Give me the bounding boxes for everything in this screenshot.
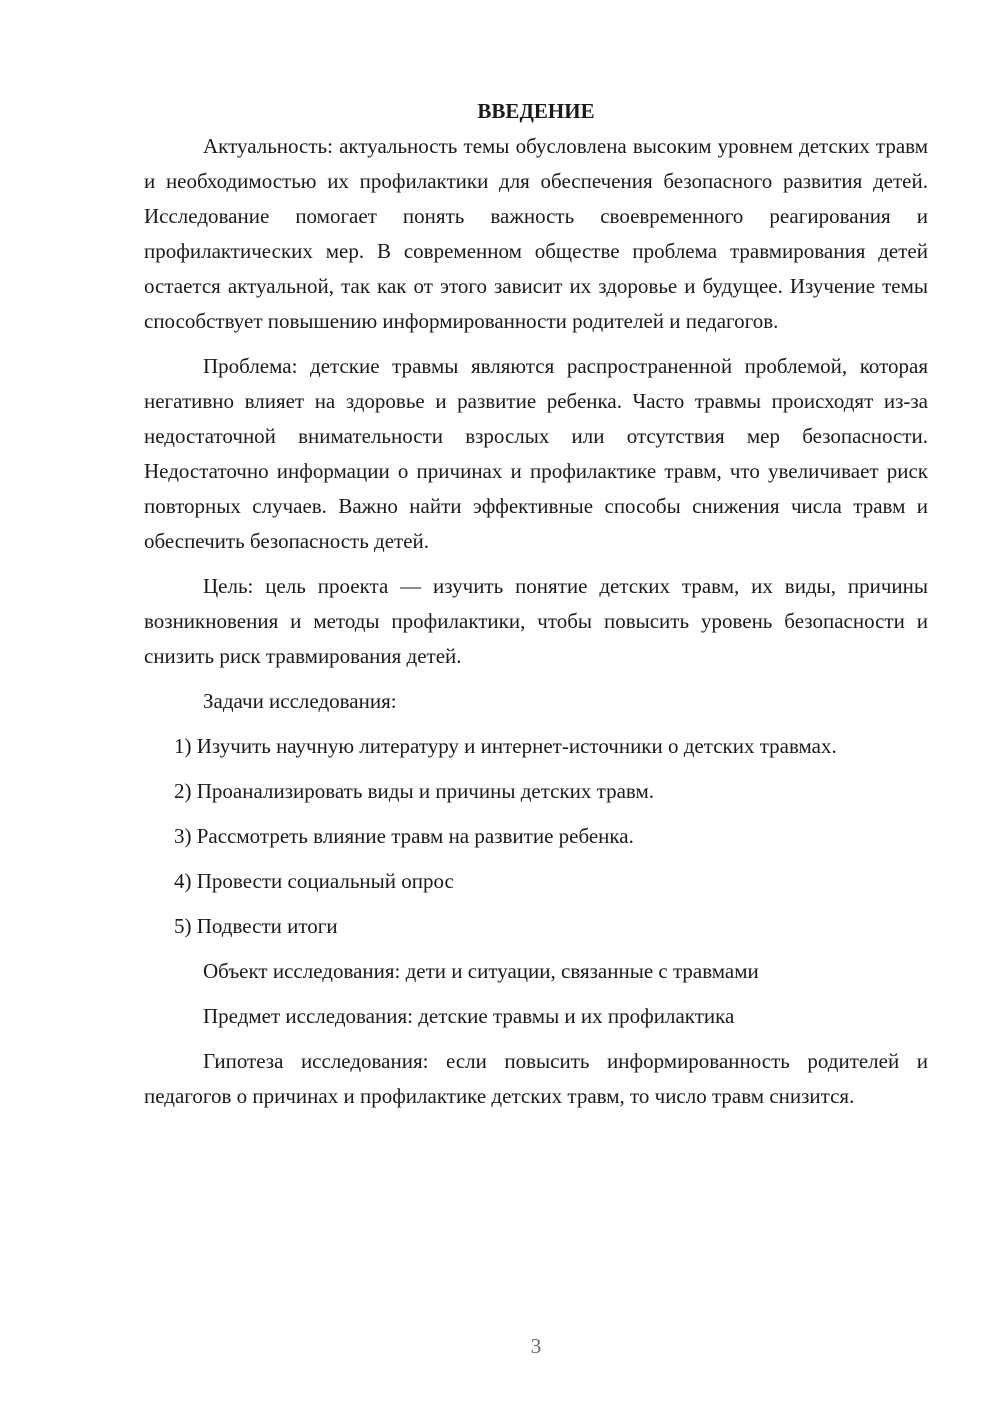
hypothesis-paragraph: Гипотеза исследования: если повысить информированность родителей и педагогов о причинах и профилактике детских травм, то число травм снизится. bbox=[144, 1049, 928, 1108]
research-subject: Предмет исследования: детские травмы и их профилактика bbox=[203, 1004, 735, 1028]
task-item-2: 2) Проанализировать виды и причины детских травм. bbox=[174, 779, 655, 803]
page-content bbox=[144, 94, 928, 1124]
page-number: 3 bbox=[530, 1334, 542, 1358]
section-heading: ВВЕДЕНИЕ bbox=[477, 99, 595, 123]
goal-paragraph: Цель: цель проекта — изучить понятие детских травм, их виды, причины возникновения и методы профилактики, чтобы повысить уровень безопасности и снизить риск травмирования детей. bbox=[144, 574, 928, 668]
problem-paragraph: Проблема: детские травмы являются распространенной проблемой, которая негативно влияет на здоровье и развитие ребенка. Часто травмы происходят из-за недостаточной внимательности взрослых или отсутствия мер безопасности. Недостаточно информации о причинах и профилактике травм, что увеличивает риск повторных случаев. Важно найти эффективные способы снижения числа травм и обеспечить безопасность детей. bbox=[144, 354, 928, 553]
task-item-5: 5) Подвести итоги bbox=[174, 914, 338, 938]
task-item-3: 3) Рассмотреть влияние травм на развитие ребенка. bbox=[174, 824, 634, 848]
relevance-paragraph: Актуальность: актуальность темы обусловлена высоким уровнем детских травм и необходимостью их профилактики для обеспечения безопасного развития детей. Исследование помогает понять важность своевременного реагирования и профилактических мер. В современном обществе проблема травмирования детей остается актуальной, так как от этого зависит их здоровье и будущее. Изучение темы способствует повышению информированности родителей и педагогов. bbox=[144, 134, 928, 333]
research-object: Объект исследования: дети и ситуации, связанные с травмами bbox=[203, 959, 759, 983]
task-item-1: 1) Изучить научную литературу и интернет-источники о детских травмах. bbox=[174, 734, 837, 758]
task-item-4: 4) Провести социальный опрос bbox=[174, 869, 454, 893]
tasks-title: Задачи исследования: bbox=[203, 689, 397, 713]
